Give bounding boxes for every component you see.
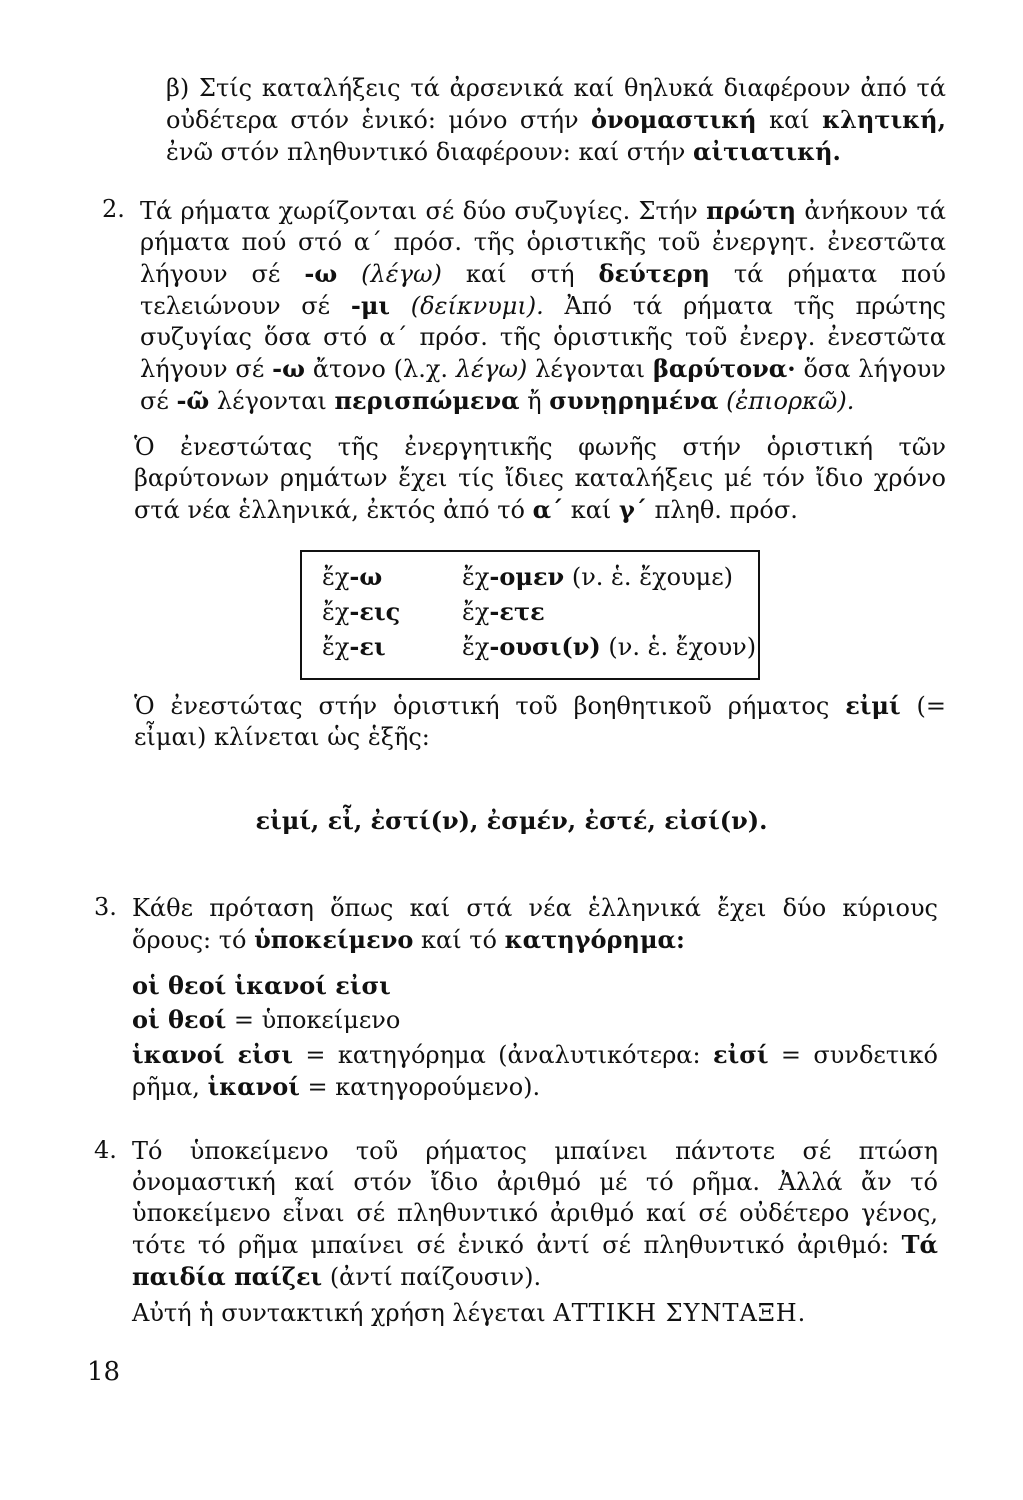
text: ὅσα λήγουν σέ xyxy=(140,355,946,415)
bold-term: βαρύτονα· xyxy=(652,354,796,383)
plural-form: ἔχ-ουσι(ν) (ν. ἑ. ἔχουν) xyxy=(462,632,757,661)
text: λέγονται xyxy=(535,355,646,383)
text: (= εἶμαι) κλίνεται ὡς ἑξῆς: xyxy=(134,692,946,751)
conjugation-table xyxy=(300,550,760,680)
text: ἐνῶ στόν πληθυντικό διαφέρουν: καί στήν xyxy=(166,138,686,166)
conjugation-row xyxy=(322,562,734,592)
attic-syntax-note xyxy=(132,1298,938,1329)
plural-form: ἔχ-ετε xyxy=(462,597,545,626)
page-number: 18 xyxy=(87,1357,121,1387)
example-subject: οἱ θεοί = ὑποκείμενο xyxy=(132,1005,401,1034)
text: Αὐτή ἡ συντακτική χρήση λέγεται xyxy=(132,1299,546,1327)
bold-term: περισπώμενα xyxy=(334,386,520,415)
bold-term: αἰτιατική. xyxy=(693,137,841,166)
attic-syntax-term: ΑΤΤΙΚΗ ΣΥΝΤΑΞΗ. xyxy=(553,1299,807,1327)
text: Ὁ ἐνεστώτας τῆς ἐνεργητικῆς φωνῆς στήν ὁριστική τῶν βαρύτονων ρημάτων ἔχει τίς ἴδιες καταλήξεις μέ τόν ἴδιο χρόνο στά νέα ἑλληνικά, ἐκτός ἀπό τό xyxy=(134,433,946,524)
text: Στίς καταλήξεις τά ἀρσενικά καί θηλυκά διαφέρουν ἀπό τά οὐδέτερα στόν ἑνικό: μόνο στήν xyxy=(166,74,946,134)
text: καί xyxy=(769,106,810,134)
bold-term: α΄ xyxy=(532,495,564,524)
singular-form: ἔχ-ει xyxy=(322,632,386,661)
item-number-2: 2. xyxy=(102,195,125,223)
bold-term: κατηγόρημα: xyxy=(504,925,685,954)
text: λέγονται xyxy=(216,387,327,415)
plural-form: ἔχ-ομεν (ν. ἑ. ἔχουμε) xyxy=(462,562,734,591)
bold-term: εἰμί xyxy=(845,691,901,720)
text: τά ρήματα πού τελειώνουν σέ xyxy=(140,260,946,320)
eimi-forms: εἰμί, εἶ, ἐστί(ν), ἐσμέν, ἐστέ, εἰσί(ν). xyxy=(255,806,768,835)
text: Ἀπό τά ρήματα τῆς πρώτης συζυγίας ὅσα στό α΄ πρόσ. τῆς ὁριστικῆς τοῦ ἐνεργ. ἐνεστῶτα λήγουν σέ xyxy=(140,292,946,383)
conjugation-row xyxy=(322,597,545,627)
text: Κάθε πρόταση ὅπως καί στά νέα ἑλληνικά ἔχει δύο κύριους ὅρους: τό xyxy=(132,894,938,954)
bold-term: ὀνομαστική xyxy=(591,105,757,134)
text: καί τό xyxy=(421,926,497,954)
bold-term: -ῶ xyxy=(176,386,210,415)
text: ἀνήκουν τά ρήματα πού στό α΄ πρόσ. τῆς ὁριστικῆς τοῦ ἐνεργητ. ἐνεστῶτα λήγουν σέ xyxy=(140,197,946,288)
modern-greek-note: (ν. ἑ. ἔχουν) xyxy=(608,633,757,661)
text: ἄτονο (λ.χ. xyxy=(312,355,449,383)
item-number-3: 3. xyxy=(94,893,117,921)
text: Ὁ ἐνεστώτας στήν ὁριστική τοῦ βοηθητικοῦ ρήματος xyxy=(134,692,830,720)
italic-example: (ἐπιορκῶ). xyxy=(726,387,855,415)
bold-term: -ω xyxy=(272,354,305,383)
bold-term: κλητική, xyxy=(822,105,946,134)
bold-term: πρώτη xyxy=(706,196,797,225)
example-predicate: ἱκανοί εἰσι = κατηγόρημα (ἀναλυτικότερα: εἰσί = συνδετικό ρῆμα, ἱκανοί = κατηγορούμενο). xyxy=(132,1040,938,1101)
eimi-intro-paragraph xyxy=(134,690,946,753)
item-2-paragraph xyxy=(140,195,946,417)
text: (ἀντί παίζουσιν). xyxy=(329,1263,542,1291)
bold-term: -μι xyxy=(350,291,391,320)
bold-term: γ΄ xyxy=(618,495,647,524)
italic-example: λέγω) xyxy=(455,355,528,383)
text: πληθ. πρόσ. xyxy=(654,496,798,524)
para-marker: β) xyxy=(166,74,190,102)
item-3-paragraph xyxy=(132,893,938,956)
item-number-4: 4. xyxy=(94,1136,117,1164)
item-4-paragraph xyxy=(132,1136,938,1293)
conjugation-row xyxy=(322,632,757,662)
paragraph-beta xyxy=(166,73,946,168)
text: ἤ xyxy=(527,387,542,415)
bold-term: ὑποκείμενο xyxy=(254,925,414,954)
bold-term: δεύτερη xyxy=(598,259,710,288)
italic-example: (δείκνυμι). xyxy=(410,292,544,320)
text: καί xyxy=(570,496,612,524)
text: καί στή xyxy=(465,260,575,288)
bold-term: -ω xyxy=(304,259,338,288)
modern-greek-note: (ν. ἑ. ἔχουμε) xyxy=(571,563,734,591)
singular-form: ἔχ-ω xyxy=(322,562,383,591)
example-sentence: οἱ θεοί ἱκανοί εἰσι xyxy=(132,971,391,1000)
text: Τά ρήματα χωρίζονται σέ δύο συζυγίες. Στήν xyxy=(140,197,698,225)
present-tense-paragraph xyxy=(134,432,946,526)
italic-example: (λέγω) xyxy=(361,260,442,288)
singular-form: ἔχ-εις xyxy=(322,597,401,626)
bold-term: Τά παιδία παίζει xyxy=(132,1230,938,1291)
bold-term: συνῃρημένα xyxy=(549,386,719,415)
text: Τό ὑποκείμενο τοῦ ρήματος μπαίνει πάντοτε σέ πτώση ὀνομαστική καί στόν ἴδιο ἀριθμό μέ τό ρῆμα. Ἀλλά ἄν τό ὑποκείμενο εἶναι σέ πληθυντικό ἀριθμό καί σέ οὐδέτερο γένος, τότε τό ρῆμα μπαίνει σέ ἑνικό ἀντί σέ πληθυντικό ἀριθμό: xyxy=(132,1137,938,1259)
